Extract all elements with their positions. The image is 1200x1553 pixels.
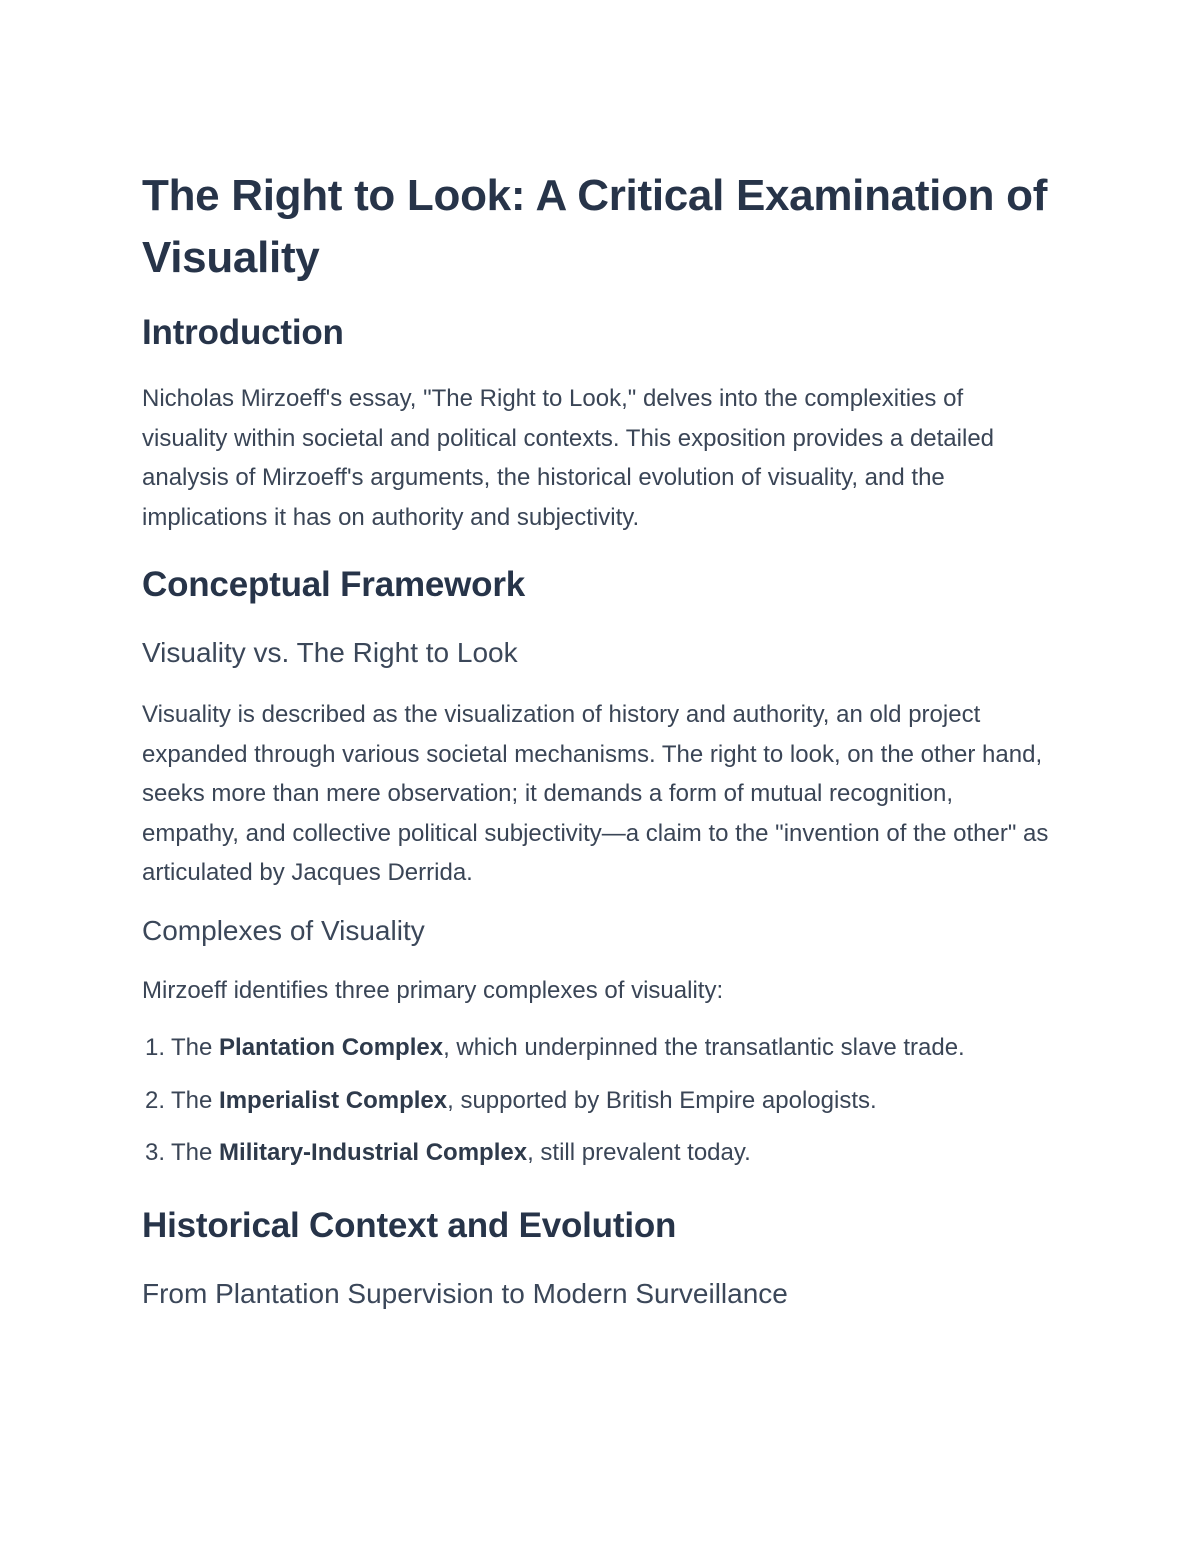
section-heading-historical-context: Historical Context and Evolution	[142, 1205, 677, 1245]
complexes-list	[142, 1028, 1052, 1173]
subsection-heading-complexes: Complexes of Visuality	[142, 914, 425, 946]
list-item-prefix: The	[171, 1086, 220, 1114]
list-item-prefix: The	[171, 1034, 220, 1061]
list-item-number: 2.	[145, 1086, 166, 1114]
list-item-prefix: The	[171, 1139, 220, 1166]
list-item-suffix: , still prevalent today.	[527, 1139, 751, 1166]
list-item	[142, 1081, 1052, 1121]
section-heading-introduction: Introduction	[142, 313, 344, 352]
list-item	[142, 1133, 1052, 1173]
visuality-vs-paragraph: Visuality is described as the visualization of history and authority, an old project expanded through various societal mechanisms. The right to look, on the other hand, seeks more than mere observation; it demands a form of mutual recognition, empathy, and collective political subjectivity—a claim to the "invention of the other" as articulated by Jacques Derrida.	[142, 701, 1049, 886]
list-item-suffix: , supported by British Empire apologists.	[447, 1086, 877, 1114]
subsection-heading-plantation-surveillance: From Plantation Supervision to Modern Surveillance	[142, 1277, 788, 1309]
document-title: The Right to Look: A Critical Examination of Visuality	[142, 171, 1048, 282]
list-item-suffix: , which underpinned the transatlantic slave trade.	[443, 1034, 965, 1061]
document-page	[142, 165, 1052, 1312]
list-item	[142, 1028, 1052, 1068]
section-heading-conceptual-framework: Conceptual Framework	[142, 565, 526, 604]
list-item-bold: Imperialist Complex	[219, 1086, 448, 1114]
subsection-heading-visuality-vs: Visuality vs. The Right to Look	[142, 637, 518, 668]
complexes-intro: Mirzoeff identifies three primary complexes of visuality:	[142, 976, 724, 1004]
list-item-bold: Military-Industrial Complex	[219, 1139, 528, 1166]
list-item-bold: Plantation Complex	[219, 1034, 444, 1061]
list-item-number: 1.	[145, 1034, 166, 1061]
list-item-number: 3.	[145, 1139, 166, 1166]
introduction-paragraph: Nicholas Mirzoeff's essay, "The Right to Look," delves into the complexities of visuality within societal and political contexts. This exposition provides a detailed analysis of Mirzoeff's arguments, the historical evolution of visuality, and the implications it has on authority and subjectivity.	[142, 385, 995, 531]
